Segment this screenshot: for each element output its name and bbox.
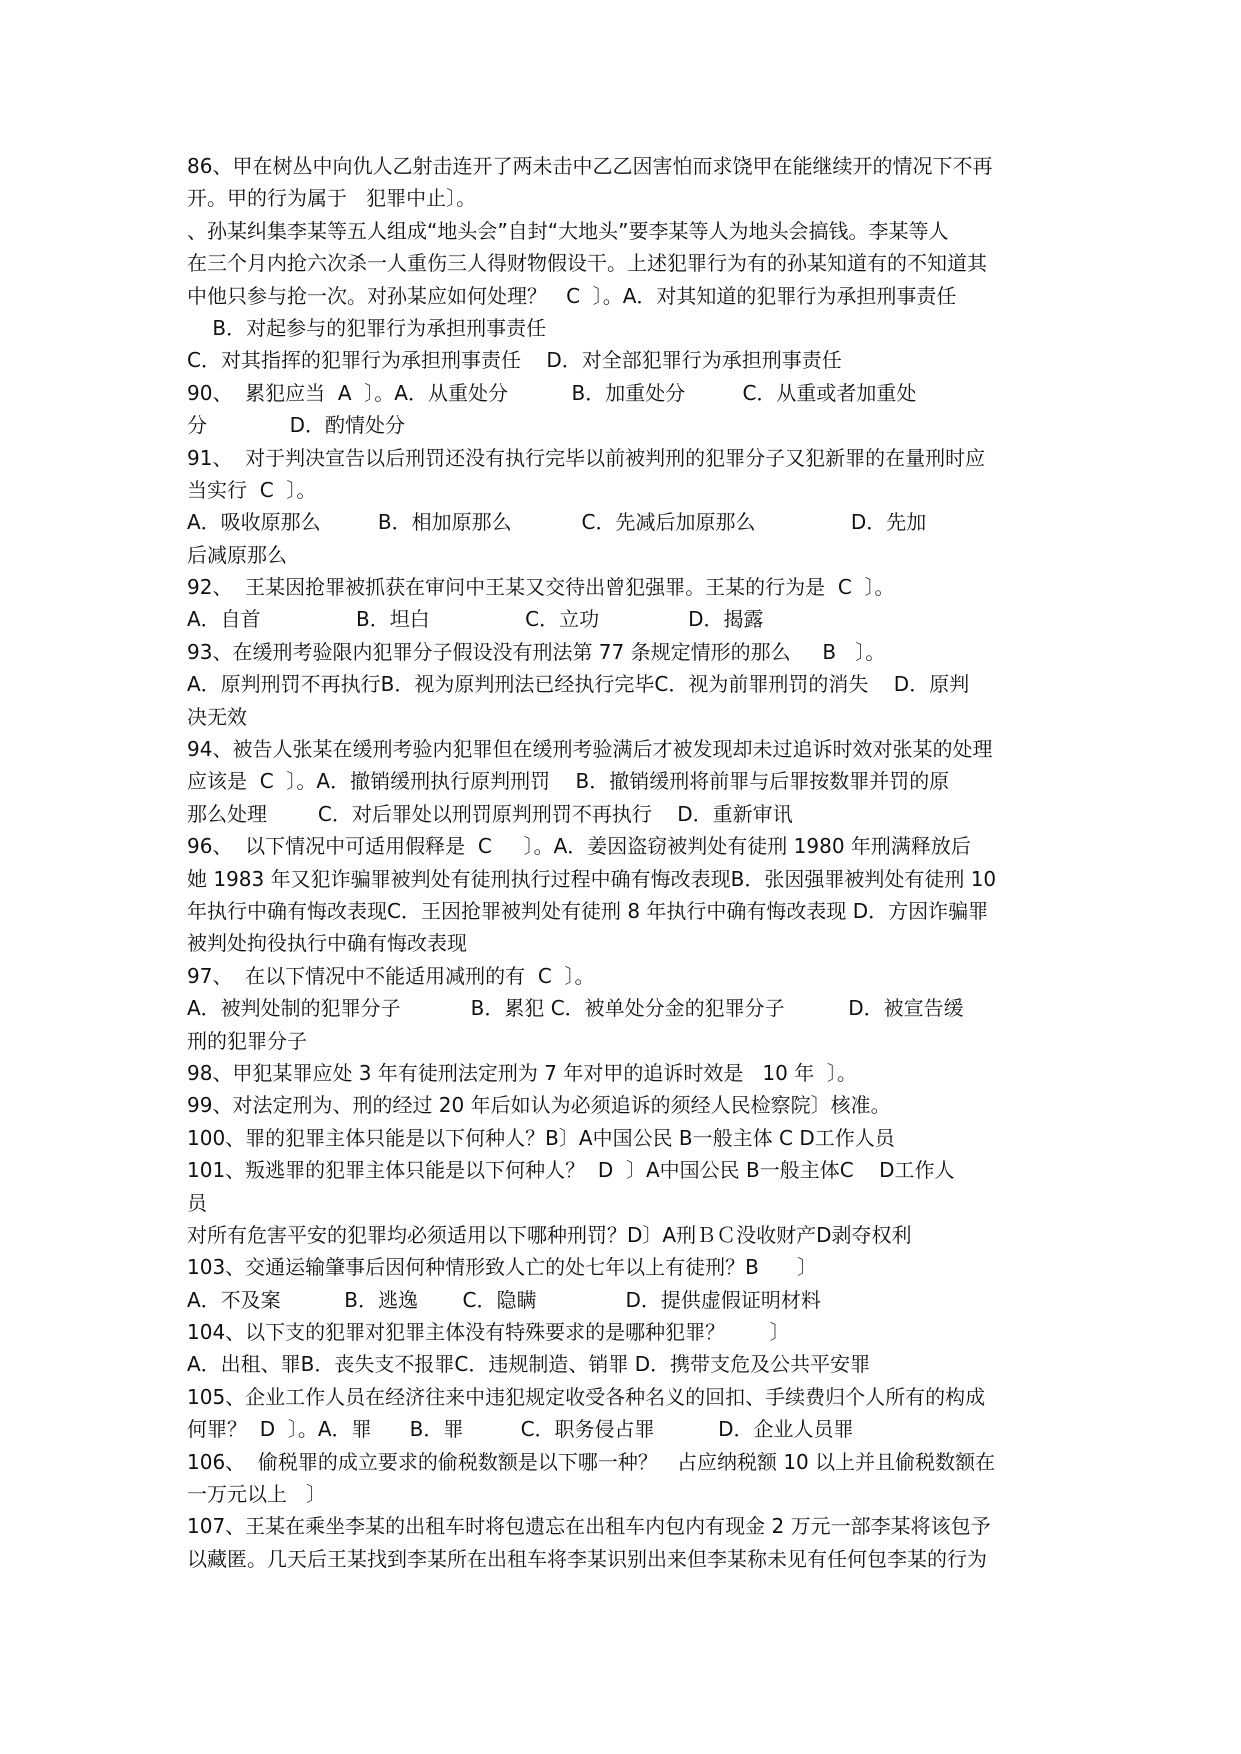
text-line: 中他只参与抢一次。对孙某应如何处理？ C 〕。A．对其知道的犯罪行为承担刑事责任 xyxy=(187,283,957,308)
text-line: 年执行中确有悔改表现C．王因抢罪被判处有徒刑 8 年执行中确有悔改表现 D．方因诈骗罪 xyxy=(187,898,989,923)
text-line: 91、 对于判决宣告以后刑罚还没有执行完毕以前被判刑的犯罪分子又犯新罪的在量刑时应 xyxy=(187,445,986,470)
text-line: 决无效 xyxy=(187,704,247,729)
text-line: 98、甲犯某罪应处 3 年有徒刑法定刑为 7 年对甲的追诉时效是 10 年 〕。 xyxy=(187,1060,857,1085)
text-line: 100、罪的犯罪主体只能是以下何种人？B〕A中国公民 B一般主体 C D工作人员 xyxy=(187,1125,895,1150)
text-line: 99、对法定刑为、刑的经过 20 年后如认为必须追诉的须经人民检察院〕核准。 xyxy=(187,1093,891,1118)
text-line: 107、王某在乘坐李某的出租车时将包遗忘在出租车内包内有现金 2 万元一部李某将该包予 xyxy=(187,1514,991,1539)
text-line: 90、 累犯应当 A 〕。A．从重处分 B．加重处分 C．从重或者加重处 xyxy=(187,380,917,405)
text-line: A．被判处制的犯罪分子 B．累犯 C．被单处分金的犯罪分子 D．被宣告缓 xyxy=(187,996,964,1021)
text-line: 那么处理 C．对后罪处以刑罚原判刑罚不再执行 D．重新审讯 xyxy=(187,801,793,826)
text-line: 后减原那么 xyxy=(187,542,287,567)
text-line: 分 D．酌情处分 xyxy=(187,413,406,438)
text-line: 应该是 C 〕。A．撤销缓刑执行原判刑罚 B．撤销缓刑将前罪与后罪按数罪并罚的原 xyxy=(187,769,950,794)
text-line: 96、 以下情况中可适用假释是 C 〕。A．姜因盗窃被判处有徒刑 1980 年刑满释放后 xyxy=(187,834,971,859)
text-line: A．吸收原那么 B．相加原那么 C．先减后加原那么 D．先加 xyxy=(187,510,927,535)
text-line: 一万元以上 〕 xyxy=(187,1482,327,1507)
text-line: 97、 在以下情况中不能适用减刑的有 C 〕。 xyxy=(187,963,595,988)
text-line: B．对起参与的犯罪行为承担刑事责任 xyxy=(187,315,547,340)
text-line: 对所有危害平安的犯罪均必须适用以下哪种刑罚？D〕A刑ＢＣ没收财产D剥夺权利 xyxy=(187,1222,912,1247)
text-line: 被判处拘役执行中确有悔改表现 xyxy=(187,931,467,956)
text-line: 当实行 C 〕。 xyxy=(187,477,317,502)
text-line: 105、企业工作人员在经济往来中违犯规定收受各种名义的回扣、手续费归个人所有的构成 xyxy=(187,1384,986,1409)
text-line: 她 1983 年又犯诈骗罪被判处有徒刑执行过程中确有悔改表现B．张因强罪被判处有徒刑 10 xyxy=(187,866,997,891)
text-line: 101、叛逃罪的犯罪主体只能是以下何种人？ D 〕A中国公民 B一般主体C D工作人 xyxy=(187,1158,955,1183)
text-line: 开。甲的行为属于 犯罪中止〕。 xyxy=(187,186,477,211)
text-line: 何罪？ D 〕。A．罪 B．罪 C．职务侵占罪 D．企业人员罪 xyxy=(187,1417,854,1442)
text-line: 、孙某纠集李某等五人组成“地头会”自封“大地头”要李某等人为地头会搞钱。李某等人 xyxy=(187,218,949,243)
text-line: 104、以下支的犯罪对犯罪主体没有特殊要求的是哪种犯罪？ 〕 xyxy=(187,1320,790,1345)
text-line: 在三个月内抢六次杀一人重伤三人得财物假设干。上述犯罪行为有的孙某知道有的不知道其 xyxy=(187,251,987,276)
text-line: 刑的犯罪分子 xyxy=(187,1028,307,1053)
text-line: 94、被告人张某在缓刑考验内犯罪但在缓刑考验满后才被发现却未过追诉时效对张某的处理 xyxy=(187,737,993,762)
text-line: C．对其指挥的犯罪行为承担刑事责任 D．对全部犯罪行为承担刑事责任 xyxy=(187,348,842,373)
text-line: A．不及案 B．逃逸 C．隐瞒 D．提供虚假证明材料 xyxy=(187,1287,821,1312)
text-line: A．自首 B．坦白 C．立功 D．揭露 xyxy=(187,607,764,632)
text-line: A．原判刑罚不再执行B．视为原判刑法已经执行完毕C．视为前罪刑罚的消失 D．原判 xyxy=(187,672,970,697)
page-body xyxy=(187,150,1067,1575)
text-line: 86、甲在树丛中向仇人乙射击连开了两未击中乙乙因害怕而求饶甲在能继续开的情况下不再 xyxy=(187,154,993,178)
text-line: 92、 王某因抢罪被抓获在审问中王某又交待出曾犯强罪。王某的行为是 C 〕。 xyxy=(187,575,895,600)
text-line: 以藏匿。几天后王某找到李某所在出租车将李某识别出来但李某称未见有任何包李某的行为 xyxy=(187,1546,987,1571)
text-line: 106、 偷税罪的成立要求的偷税数额是以下哪一种？ 占应纳税额 10 以上并且偷税数额在 xyxy=(187,1449,996,1474)
text-line: 员 xyxy=(187,1190,207,1215)
text-line: 103、交通运输肇事后因何种情形致人亡的处七年以上有徒刑？B 〕 xyxy=(187,1255,818,1280)
text-line: 93、在缓刑考验限内犯罪分子假设没有刑法第 77 条规定情形的那么 B 〕。 xyxy=(187,639,886,664)
text-line: A．出租、罪B．丧失支不报罪C．违规制造、销罪 D．携带支危及公共平安罪 xyxy=(187,1352,871,1377)
